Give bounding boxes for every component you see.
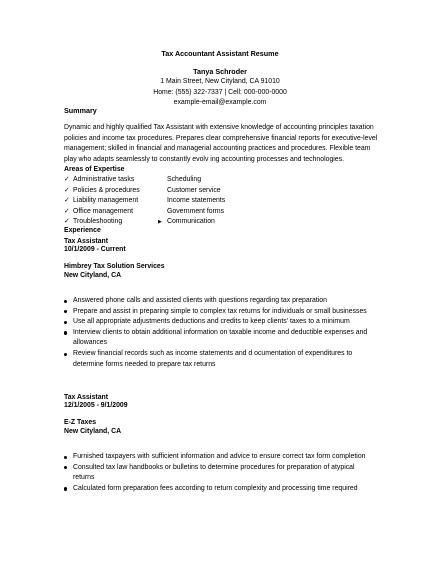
job-duties-list (64, 296, 368, 370)
address-line: 1 Main Street, New Cityland, CA 91010 (160, 78, 280, 85)
filled-circle-bullet-icon (64, 310, 67, 313)
list-item: Prepare and assist in preparing simple to complex tax returns for individuals or small businesses (64, 307, 368, 318)
checkmark-bullet-icon: ✓ (64, 207, 70, 215)
email-line: example-email@example.com (173, 99, 267, 106)
expertise-item: ✓ Office management (64, 207, 164, 218)
summary-text: Dynamic and highly qualified Tax Assistant with extensive knowledge of accounting principles taxation policies and income tax procedures. Prepares clear comprehensive financial reports for executive-level management; skilled in financial and managerial accounting practices and procedures. Flexible team play who adapts seamlessly to constantly evolv ing accounting processes and technologies. (64, 124, 378, 163)
document-title: Tax Accountant Assistant Resume (161, 49, 279, 58)
list-item: Furnished taxpayers with sufficient information and advice to ensure correct tax form completion (64, 452, 368, 463)
checkmark-bullet-icon: ✓ (64, 176, 70, 183)
filled-circle-bullet-icon (64, 331, 67, 334)
arrowhead-bullet-icon: ▶ (158, 219, 162, 226)
job-dates: 10/1/2009 - Current (64, 246, 126, 253)
expertise-item: ✓ Liability management (64, 196, 164, 207)
checkmark-bullet-icon: ✓ (64, 186, 70, 194)
filled-circle-bullet-icon (64, 487, 67, 490)
summary-heading: Summary (64, 106, 97, 115)
company-location: New Cityland, CA (64, 272, 122, 279)
expertise-item: ✓ Administrative tasks (64, 175, 164, 186)
expertise-item: Customer service (167, 186, 221, 194)
filled-circle-bullet-icon (64, 321, 67, 324)
expertise-item: Income statements (167, 197, 226, 205)
experience-heading: Experience (64, 227, 101, 234)
filled-circle-bullet-icon (64, 353, 67, 356)
job-title: Tax Assistant (64, 238, 109, 245)
list-item: Answered phone calls and assisted clients with questions regarding tax preparation (64, 296, 368, 307)
job-title: Tax Assistant (64, 394, 109, 401)
list-item: Calculated form preparation fees according to return complexity and processing time required (64, 484, 368, 495)
expertise-left-column (64, 175, 164, 228)
job-dates: 12/1/2005 - 9/1/2009 (64, 402, 128, 409)
list-item: Interview clients to obtain additional information on taxable income and deductible expenses and allowances (64, 328, 368, 349)
expertise-right-column (158, 175, 278, 228)
filled-circle-bullet-icon (64, 300, 67, 303)
checkmark-bullet-icon: ✓ (64, 197, 70, 205)
company-name: Himbrey Tax Solution Services (64, 263, 165, 270)
list-item: Use all appropriate adjustments deductions and credits to keep clients' taxes to a minimum (64, 317, 368, 328)
expertise-item: ✓ Policies & procedures (64, 186, 164, 197)
expertise-item: ▶ Communication (158, 217, 278, 228)
list-item: Consulted tax law handbooks or bulletins to determine procedures for preparation of atypical returns (64, 463, 368, 484)
expertise-item: Government forms (167, 207, 225, 215)
list-item: Review financial records such as income statements and d ocumentation of expenditures to determine forms needed to prepare tax returns (64, 349, 368, 370)
company-location: New Cityland, CA (64, 428, 122, 435)
company-name: E-Z Taxes (64, 419, 97, 426)
expertise-heading: Areas of Expertise (64, 166, 125, 173)
job-duties-list (64, 452, 368, 494)
candidate-name: Tanya Schroder (193, 67, 247, 76)
filled-circle-bullet-icon (64, 456, 67, 459)
expertise-item: Scheduling (167, 176, 202, 183)
checkmark-bullet-icon: ✓ (64, 218, 70, 226)
expertise-item: ✓ Troubleshooting (64, 217, 164, 228)
filled-circle-bullet-icon (64, 466, 67, 469)
phone-line: Home: (555) 322-7337 | Cell: 000-000-0000 (153, 89, 287, 96)
